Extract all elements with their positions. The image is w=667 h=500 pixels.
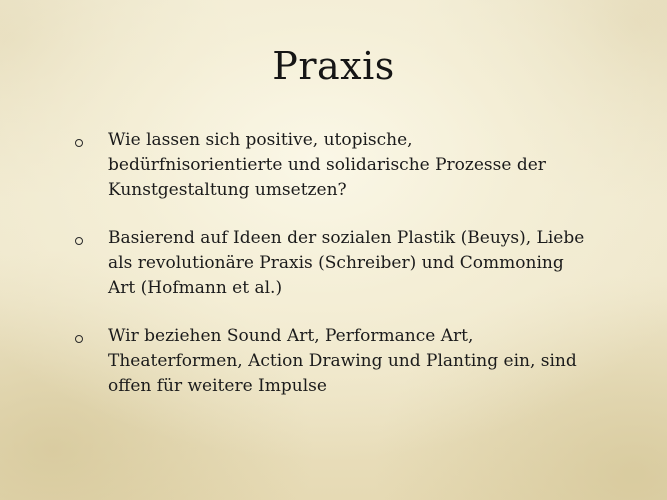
bullet-list	[0, 128, 667, 422]
hollow-circle-bullet-icon	[75, 335, 83, 343]
bullet-item	[0, 226, 667, 301]
bullet-text-line: Basierend auf Ideen der sozialen Plastik (Beuys), Liebe	[108, 228, 585, 248]
bullet-text-line: Theaterformen, Action Drawing und Planting ein, sind	[108, 351, 577, 371]
bullet-item	[0, 128, 667, 203]
bullet-text-line: Wir beziehen Sound Art, Performance Art,	[108, 326, 474, 346]
bullet-text-line: offen für weitere Impulse	[108, 376, 327, 396]
bullet-text-line: bedürfnisorientierte und solidarische Prozesse der	[108, 155, 546, 175]
bullet-text-line: Kunstgestaltung umsetzen?	[108, 180, 347, 200]
bullet-text-line: als revolutionäre Praxis (Schreiber) und Commoning	[108, 253, 564, 273]
bullet-item	[0, 324, 667, 399]
bullet-text-line: Art (Hofmann et al.)	[108, 278, 283, 298]
bullet-text-line: Wie lassen sich positive, utopische,	[108, 130, 413, 150]
hollow-circle-bullet-icon	[75, 237, 83, 245]
hollow-circle-bullet-icon	[75, 139, 83, 147]
slide-title: Praxis	[272, 44, 395, 88]
